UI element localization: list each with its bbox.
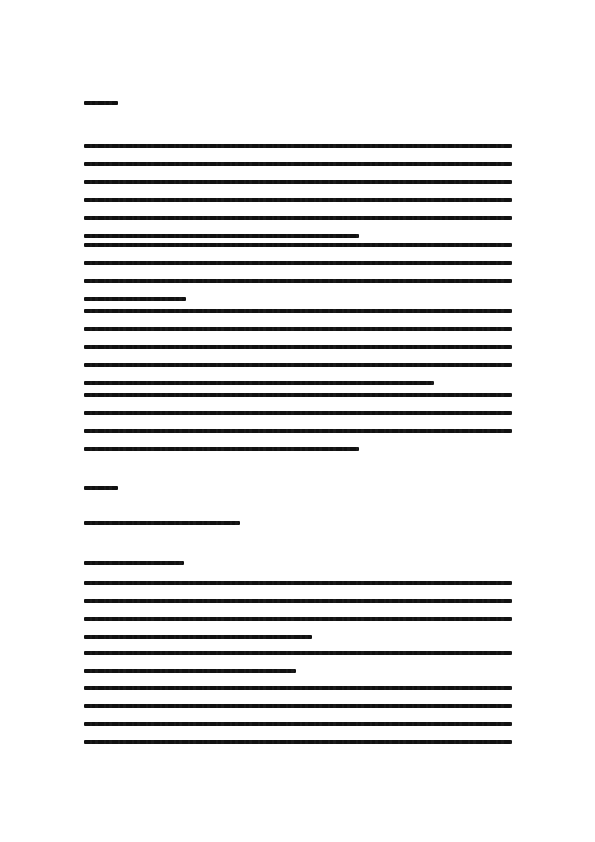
text-line [84, 740, 512, 744]
text-line [84, 261, 512, 265]
text-line [84, 686, 512, 690]
heading-text-line [84, 521, 240, 525]
paragraph-3 [84, 309, 512, 385]
text-line [84, 162, 512, 166]
text-line [84, 144, 512, 148]
heading-text-line [84, 561, 184, 565]
text-line [84, 722, 512, 726]
text-line [84, 216, 512, 220]
text-line [84, 243, 512, 247]
section-heading-2 [84, 486, 118, 490]
paragraph-6 [84, 651, 512, 673]
text-line [84, 669, 296, 673]
section-heading-1 [84, 101, 118, 105]
text-line [84, 279, 512, 283]
text-line [84, 180, 512, 184]
heading-text-line [84, 101, 118, 105]
text-line [84, 198, 512, 202]
text-line [84, 704, 512, 708]
text-line [84, 309, 512, 313]
text-line [84, 363, 512, 367]
text-line [84, 297, 186, 301]
text-line [84, 599, 512, 603]
heading-text-line [84, 486, 118, 490]
text-line [84, 393, 512, 397]
text-line [84, 617, 512, 621]
paragraph-5 [84, 581, 512, 639]
paragraph-2 [84, 243, 512, 301]
subsection-heading-2 [84, 561, 184, 565]
paragraph-1 [84, 144, 512, 238]
paragraph-7 [84, 686, 512, 744]
text-line [84, 411, 512, 415]
text-line [84, 381, 434, 385]
paragraph-4 [84, 393, 512, 451]
text-line [84, 447, 359, 451]
text-line [84, 234, 359, 238]
text-line [84, 635, 312, 639]
text-line [84, 651, 512, 655]
text-line [84, 327, 512, 331]
text-line [84, 345, 512, 349]
subsection-heading-1 [84, 521, 240, 525]
text-line [84, 581, 512, 585]
text-line [84, 429, 512, 433]
